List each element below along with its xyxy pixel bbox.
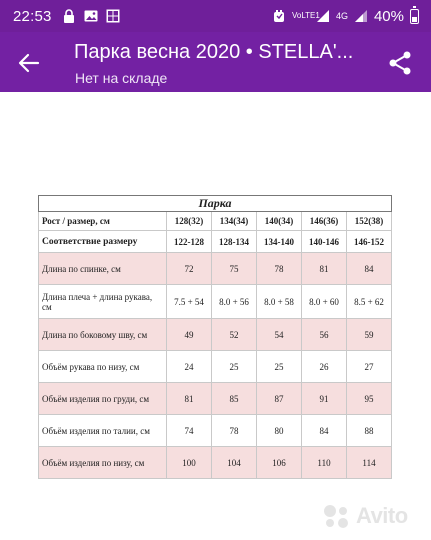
grid-app-icon: [106, 9, 120, 23]
value-cell: 54: [257, 319, 302, 351]
table-row: [39, 447, 392, 479]
value-cell: 27: [347, 351, 392, 383]
size-cell: 140(34): [257, 212, 302, 231]
table-row: [39, 253, 392, 285]
battery-icon: [410, 9, 419, 24]
value-cell: 25: [212, 351, 257, 383]
value-cell: 56: [302, 319, 347, 351]
value-cell: 114: [347, 447, 392, 479]
value-cell: 8.0 + 56: [212, 285, 257, 319]
table-title-row: [39, 196, 392, 212]
value-cell: 106: [257, 447, 302, 479]
status-right-icons: [272, 8, 419, 25]
header-label: Рост / размер, см: [39, 212, 167, 231]
row-label: Объём изделия по талии, см: [39, 415, 167, 447]
size-cell: 146(36): [302, 212, 347, 231]
correspondence-cell: 122-128: [167, 231, 212, 253]
value-cell: 81: [167, 383, 212, 415]
signal-2-icon: [354, 9, 368, 23]
status-left-icons: [62, 9, 120, 23]
correspondence-cell: 128-134: [212, 231, 257, 253]
table-header-row: [39, 212, 392, 231]
row-label: Длина по спинке, см: [39, 253, 167, 285]
row-label: Длина по боковому шву, см: [39, 319, 167, 351]
value-cell: 8.0 + 60: [302, 285, 347, 319]
share-icon: [387, 50, 413, 76]
value-cell: 7.5 + 54: [167, 285, 212, 319]
watermark-text: Avito: [356, 503, 408, 528]
value-cell: 80: [257, 415, 302, 447]
battery-percent: 40%: [373, 7, 404, 25]
volte-icon: [291, 11, 320, 20]
row-label: Длина плеча + длина рукава, см: [39, 285, 167, 319]
value-cell: 72: [167, 253, 212, 285]
avito-logo-icon: [322, 503, 352, 529]
value-cell: 88: [347, 415, 392, 447]
network-label: 4G: [335, 11, 348, 21]
value-cell: 52: [212, 319, 257, 351]
value-cell: 26: [302, 351, 347, 383]
row-label: Объём рукава по низу, см: [39, 351, 167, 383]
table-row: [39, 415, 392, 447]
value-cell: 49: [167, 319, 212, 351]
value-cell: 8.0 + 58: [257, 285, 302, 319]
correspondence-cell: 140-146: [302, 231, 347, 253]
table-correspondence-row: [39, 231, 392, 253]
value-cell: 95: [347, 383, 392, 415]
4g-icon: [336, 12, 348, 20]
value-cell: 59: [347, 319, 392, 351]
size-cell: 152(38): [347, 212, 392, 231]
image-icon: [84, 9, 98, 23]
correspondence-cell: 146-152: [347, 231, 392, 253]
value-cell: 84: [302, 415, 347, 447]
table-title: Парка: [39, 196, 392, 212]
content-area: [0, 92, 431, 540]
avito-watermark: [322, 502, 422, 530]
value-cell: 24: [167, 351, 212, 383]
value-cell: 8.5 + 62: [347, 285, 392, 319]
table-row: [39, 351, 392, 383]
page-subtitle: Нет на складе: [75, 70, 168, 86]
value-cell: 110: [302, 447, 347, 479]
row-label: Объём изделия по низу, см: [39, 447, 167, 479]
value-cell: 104: [212, 447, 257, 479]
value-cell: 25: [257, 351, 302, 383]
table-row: [39, 383, 392, 415]
row-label: Объём изделия по груди, см: [39, 383, 167, 415]
app-bar: [0, 32, 431, 92]
value-cell: 100: [167, 447, 212, 479]
volte-label: VoLTE1: [291, 11, 320, 20]
size-table: [38, 195, 392, 479]
value-cell: 85: [212, 383, 257, 415]
size-cell: 134(34): [212, 212, 257, 231]
status-time: 22:53: [13, 7, 52, 25]
value-cell: 74: [167, 415, 212, 447]
value-cell: 87: [257, 383, 302, 415]
correspondence-label: Соответствие размеру: [39, 231, 167, 253]
lock-icon: [62, 9, 76, 23]
arrow-left-icon: [18, 52, 40, 74]
size-cell: 128(32): [167, 212, 212, 231]
value-cell: 91: [302, 383, 347, 415]
status-bar: [0, 0, 431, 32]
table-row: [39, 285, 392, 319]
value-cell: 81: [302, 253, 347, 285]
back-button[interactable]: [14, 48, 44, 78]
value-cell: 84: [347, 253, 392, 285]
value-cell: 78: [257, 253, 302, 285]
page-title: Парка весна 2020 • STELLA'...: [74, 41, 354, 63]
value-cell: 78: [212, 415, 257, 447]
table-row: [39, 319, 392, 351]
correspondence-cell: 134-140: [257, 231, 302, 253]
value-cell: 75: [212, 253, 257, 285]
signal-icon: [316, 9, 330, 23]
share-button[interactable]: [387, 50, 413, 76]
alarm-icon: [272, 9, 286, 23]
